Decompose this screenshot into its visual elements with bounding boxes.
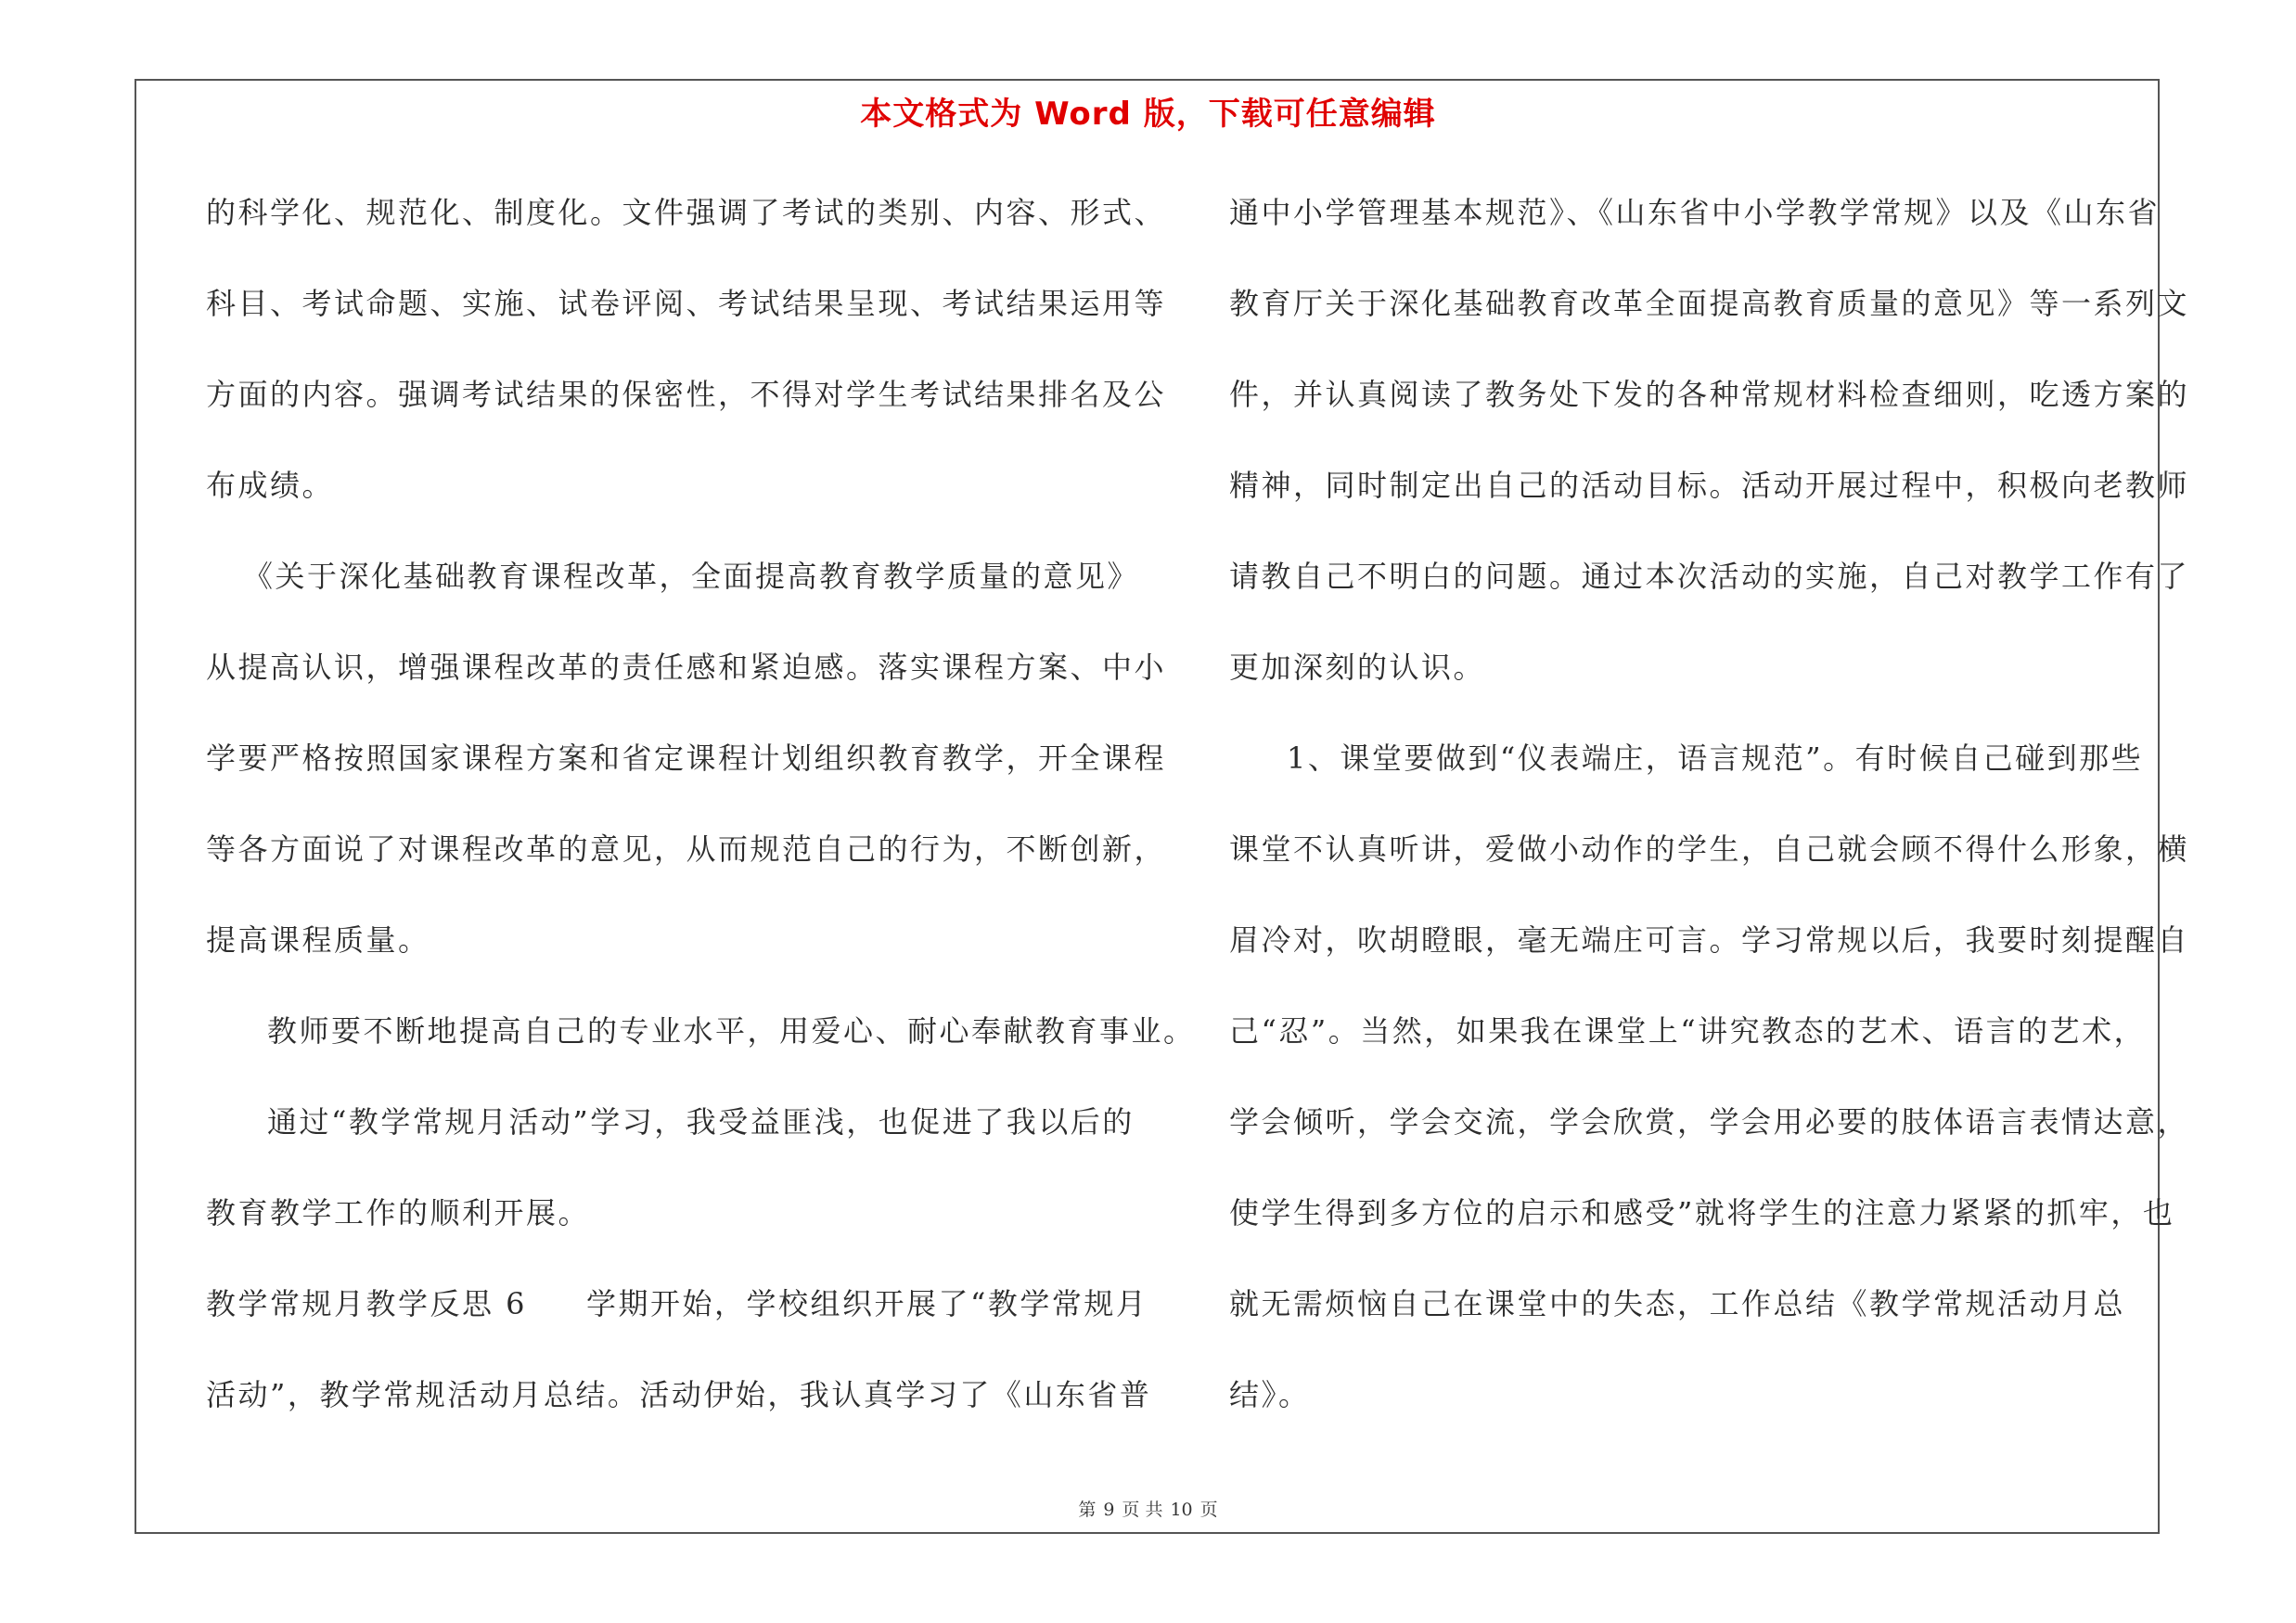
page-number-footer bbox=[0, 1496, 2296, 1521]
text-line: 通中小学管理基本规范》、《山东省中小学教学常规》以及《山东省 bbox=[1229, 195, 2161, 230]
text-line: 教师要不断地提高自己的专业水平，用爱心、耐心奉献教育事业。 bbox=[267, 1013, 1196, 1049]
current-page: 9 bbox=[1103, 1500, 1115, 1520]
text-line: 请教自己不明白的问题。通过本次活动的实施，自己对教学工作有了 bbox=[1229, 559, 2190, 594]
text-line: 件，并认真阅读了教务处下发的各种常规材料检查细则，吃透方案的 bbox=[1229, 377, 2190, 412]
text-line: 科目、考试命题、实施、试卷评阅、考试结果呈现、考试结果运用等 bbox=[206, 286, 1167, 321]
footer-suffix: 页 bbox=[1199, 1500, 1218, 1520]
section-heading: 教学常规月教学反思 6 bbox=[206, 1286, 528, 1321]
text-line: 从提高认识，增强课程改革的责任感和紧迫感。落实课程方案、中小 bbox=[206, 650, 1167, 685]
text-line: 等各方面说了对课程改革的意见，从而规范自己的行为，不断创新， bbox=[206, 831, 1167, 867]
text-line: 使学生得到多方位的启示和感受”就将学生的注意力紧紧的抓牢，也 bbox=[1229, 1195, 2175, 1230]
left-column bbox=[206, 182, 1196, 1455]
text-line: 精神，同时制定出自己的活动目标。活动开展过程中，积极向老教师 bbox=[1229, 468, 2190, 503]
text-line: 课堂不认真听讲，爱做小动作的学生，自己就会顾不得什么形象，横 bbox=[1229, 831, 2190, 867]
text-line-tail: 学期开始，学校组织开展了“教学常规月 bbox=[586, 1286, 1148, 1321]
text-line bbox=[206, 1273, 1148, 1364]
text-line: 更加深刻的认识。 bbox=[1229, 650, 1486, 685]
text-line: 学要严格按照国家课程方案和省定课程计划组织教育教学，开全课程 bbox=[206, 741, 1167, 776]
text-line: 布成绩。 bbox=[206, 468, 335, 503]
text-line: 的科学化、规范化、制度化。文件强调了考试的类别、内容、形式、 bbox=[206, 195, 1167, 230]
text-line: 《关于深化基础教育课程改革，全面提高教育教学质量的意见》 bbox=[243, 559, 1140, 594]
text-line: 结》。 bbox=[1229, 1377, 1311, 1412]
text-line: 学会倾听，学会交流，学会欣赏，学会用必要的肢体语言表情达意， bbox=[1229, 1104, 2190, 1140]
text-line: 就无需烦恼自己在课堂中的失态，工作总结《教学常规活动月总 bbox=[1229, 1286, 2126, 1321]
text-line: 通过“教学常规月活动”学习，我受益匪浅，也促进了我以后的 bbox=[267, 1104, 1135, 1140]
text-line: 教育厅关于深化基础教育改革全面提高教育质量的意见》等一系列文 bbox=[1229, 286, 2190, 321]
footer-prefix: 第 bbox=[1078, 1500, 1097, 1520]
right-column bbox=[1229, 182, 2190, 1455]
format-banner: 本文格式为 Word 版，下载可任意编辑 bbox=[860, 96, 1436, 133]
text-line: 方面的内容。强调考试结果的保密性，不得对学生考试结果排名及公 bbox=[206, 377, 1167, 412]
text-line: 己“忍”。当然，如果我在课堂上“讲究教态的艺术、语言的艺术， bbox=[1229, 1013, 2147, 1049]
text-line: 教育教学工作的顺利开展。 bbox=[206, 1195, 591, 1230]
text-line: 眉冷对，吹胡瞪眼，毫无端庄可言。学习常规以后，我要时刻提醒自 bbox=[1229, 922, 2190, 958]
text-line: 1、课堂要做到“仪表端庄，语言规范”。有时候自己碰到那些 bbox=[1287, 741, 2144, 776]
total-pages: 10 bbox=[1170, 1500, 1193, 1520]
footer-middle: 页 共 bbox=[1122, 1500, 1163, 1520]
text-line: 提高课程质量。 bbox=[206, 922, 430, 958]
text-line: 活动”，教学常规活动月总结。活动伊始，我认真学习了《山东省普 bbox=[206, 1377, 1152, 1412]
